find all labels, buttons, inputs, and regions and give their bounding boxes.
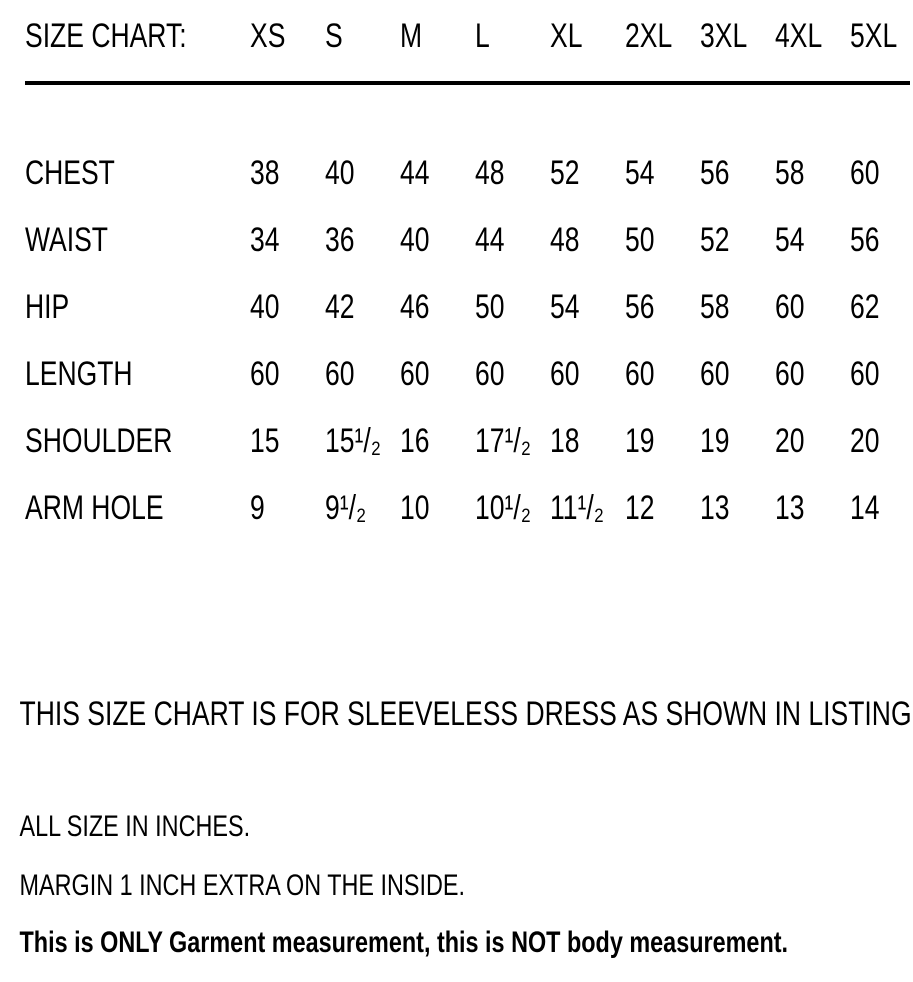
shoulder-xl: 18 (550, 422, 580, 460)
length-s: 60 (325, 355, 355, 393)
table-row-chest (0, 140, 913, 207)
shoulder-l: 17¹/₂ (475, 422, 532, 460)
chest-5xl: 60 (850, 154, 880, 192)
armhole-l: 10¹/₂ (475, 489, 532, 527)
row-label-waist: WAIST (25, 221, 108, 259)
length-l: 60 (475, 355, 505, 393)
length-xs: 60 (250, 355, 280, 393)
row-label-chest: CHEST (25, 154, 115, 192)
waist-5xl: 56 (850, 221, 880, 259)
waist-2xl: 50 (625, 221, 655, 259)
hip-xs: 40 (250, 288, 280, 326)
hip-s: 42 (325, 288, 355, 326)
length-2xl: 60 (625, 355, 655, 393)
hip-3xl: 58 (700, 288, 730, 326)
waist-m: 40 (400, 221, 430, 259)
shoulder-4xl: 20 (775, 422, 805, 460)
armhole-xs: 9 (250, 489, 265, 527)
waist-4xl: 54 (775, 221, 805, 259)
shoulder-2xl: 19 (625, 422, 655, 460)
column-header-l: L (475, 16, 490, 55)
shoulder-xs: 15 (250, 422, 280, 460)
armhole-2xl: 12 (625, 489, 655, 527)
length-4xl: 60 (775, 355, 805, 393)
armhole-xl: 11¹/₂ (550, 489, 605, 527)
column-header-xl: XL (550, 16, 583, 55)
note-disclaimer: This is ONLY Garment measurement, this is NOT body measurement. (19, 926, 789, 959)
row-label-length: LENGTH (25, 355, 133, 393)
column-header-s: S (325, 16, 343, 55)
size-chart-body (0, 140, 913, 542)
armhole-4xl: 13 (775, 489, 805, 527)
row-label-shoulder: SHOULDER (25, 422, 173, 460)
hip-5xl: 62 (850, 288, 880, 326)
armhole-5xl: 14 (850, 489, 880, 527)
shoulder-3xl: 19 (700, 422, 730, 460)
armhole-3xl: 13 (700, 489, 730, 527)
note-listing-heading: THIS SIZE CHART IS FOR SLEEVELESS DRESS AS SHOWN IN LISTING (19, 695, 912, 733)
hip-m: 46 (400, 288, 430, 326)
note-margin: MARGIN 1 INCH EXTRA ON THE INSIDE. (19, 869, 466, 902)
waist-s: 36 (325, 221, 355, 259)
size-chart-title: SIZE CHART: (25, 16, 187, 55)
table-row-shoulder (0, 408, 913, 475)
hip-l: 50 (475, 288, 505, 326)
chest-m: 44 (400, 154, 430, 192)
waist-3xl: 52 (700, 221, 730, 259)
column-header-4xl: 4XL (775, 16, 823, 55)
column-header-m: M (400, 16, 423, 55)
column-header-2xl: 2XL (625, 16, 673, 55)
chest-xl: 52 (550, 154, 580, 192)
hip-2xl: 56 (625, 288, 655, 326)
chest-3xl: 56 (700, 154, 730, 192)
waist-l: 44 (475, 221, 505, 259)
armhole-m: 10 (400, 489, 430, 527)
chest-l: 48 (475, 154, 505, 192)
shoulder-s: 15¹/₂ (325, 422, 382, 460)
chest-xs: 38 (250, 154, 280, 192)
header-divider-line (25, 81, 910, 85)
waist-xl: 48 (550, 221, 580, 259)
length-3xl: 60 (700, 355, 730, 393)
waist-xs: 34 (250, 221, 280, 259)
size-chart-header-row (0, 16, 913, 56)
table-row-length (0, 341, 913, 408)
armhole-s: 9¹/₂ (325, 489, 367, 527)
column-header-3xl: 3XL (700, 16, 748, 55)
column-header-xs: XS (250, 16, 286, 55)
hip-xl: 54 (550, 288, 580, 326)
length-m: 60 (400, 355, 430, 393)
row-label-armhole: ARM HOLE (25, 489, 164, 527)
shoulder-5xl: 20 (850, 422, 880, 460)
hip-4xl: 60 (775, 288, 805, 326)
length-xl: 60 (550, 355, 580, 393)
column-header-5xl: 5XL (850, 16, 898, 55)
shoulder-m: 16 (400, 422, 430, 460)
chest-4xl: 58 (775, 154, 805, 192)
note-units: ALL SIZE IN INCHES. (19, 810, 251, 843)
row-label-hip: HIP (25, 288, 70, 326)
table-row-waist (0, 207, 913, 274)
length-5xl: 60 (850, 355, 880, 393)
table-row-armhole (0, 475, 913, 542)
chest-2xl: 54 (625, 154, 655, 192)
chest-s: 40 (325, 154, 355, 192)
table-row-hip (0, 274, 913, 341)
